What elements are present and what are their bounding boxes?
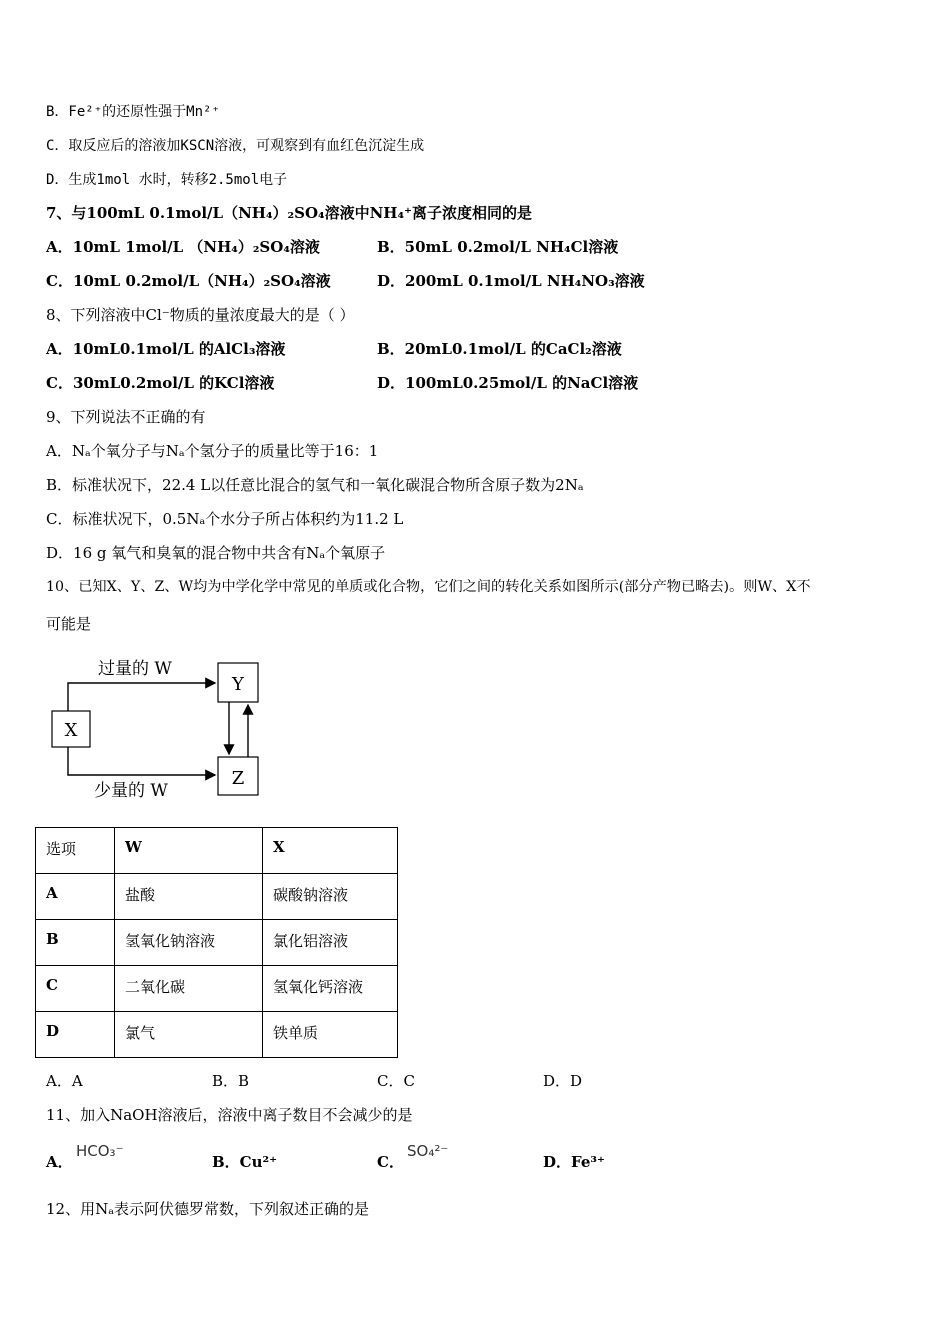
q9-option-a: A．Nₐ个氧分子与Nₐ个氢分子的质量比等于16：1 [46,442,379,460]
q7-option-b: B．50mL 0.2mol/L NH₄Cl溶液 [377,238,619,256]
q10-stem-line1: 10、已知X、Y、Z、W均为中学化学中常见的单质或化合物，它们之间的转化关系如图所示(部分产物已略去)。则W、X不 [46,579,811,595]
table-cell: 盐酸 [115,874,263,920]
node-y-label: Y [232,674,244,695]
q11-option-a-label: A． [46,1153,73,1171]
table-cell: B [36,920,115,966]
table-cell: 氢氧化钠溶液 [115,920,263,966]
table-header-row [36,828,398,874]
q10-option-d: D．D [543,1072,583,1090]
q9-option-d: D．16 g 氧气和臭氧的混合物中共含有Nₐ个氧原子 [46,544,386,562]
q6-option-b: B．Fe²⁺的还原性强于Mn²⁺ [46,104,220,120]
q8-option-d: D．100mL0.25mol/L 的NaCl溶液 [377,374,639,392]
q9-stem: 9、下列说法不正确的有 [46,408,206,426]
table-cell: 氯气 [115,1012,263,1058]
bottom-arrow-label: 少量的 W [94,781,168,801]
q10-option-b: B．B [212,1072,250,1090]
table-cell: 二氧化碳 [115,966,263,1012]
q9-option-c: C．标准状况下，0.5Nₐ个水分子所占体积约为11.2 L [46,510,404,528]
q7-option-c: C．10mL 0.2mol/L（NH₄）₂SO₄溶液 [46,272,331,290]
q11-option-b: B．Cu²⁺ [212,1153,278,1171]
conversion-diagram [46,650,276,810]
table-cell: C [36,966,115,1012]
q8-option-b: B．20mL0.1mol/L 的CaCl₂溶液 [377,340,622,358]
header-cell: 选项 [36,828,115,874]
q10-option-c: C．C [377,1072,415,1090]
table-row [36,966,398,1012]
q11-option-d: D．Fe³⁺ [543,1153,605,1171]
q8-option-c: C．30mL0.2mol/L 的KCl溶液 [46,374,275,392]
q6-option-c: C．取反应后的溶液加KSCN溶液，可观察到有血红色沉淀生成 [46,138,425,154]
node-z-label: Z [231,768,245,789]
node-x-label: X [64,720,78,741]
arrow-x-to-y [68,683,215,711]
q7-stem: 7、与100mL 0.1mol/L（NH₄）₂SO₄溶液中NH₄⁺离子浓度相同的是 [46,204,532,222]
q10-options-table [35,827,398,1058]
q11-stem: 11、加入NaOH溶液后，溶液中离子数目不会减少的是 [46,1106,413,1124]
top-arrow-label: 过量的 W [98,659,172,679]
arrow-x-to-z [68,747,215,775]
q11-option-a-ion: HCO₃⁻ [76,1142,124,1160]
q8-stem: 8、下列溶液中Cl⁻物质的量浓度最大的是（ ） [46,306,355,324]
q10-stem-line2: 可能是 [46,615,92,633]
table-row [36,1012,398,1058]
q12-stem: 12、用Nₐ表示阿伏德罗常数，下列叙述正确的是 [46,1200,370,1218]
q8-option-a: A．10mL0.1mol/L 的AlCl₃溶液 [46,340,286,358]
table-row [36,874,398,920]
q6-option-d: D．生成1mol 水时，转移2.5mol电子 [46,172,288,188]
table-cell: 碳酸钠溶液 [263,874,398,920]
table-cell: 氯化铝溶液 [263,920,398,966]
table-cell: A [36,874,115,920]
table-cell: D [36,1012,115,1058]
table-cell: 氢氧化钙溶液 [263,966,398,1012]
table-cell: 铁单质 [263,1012,398,1058]
table-row [36,920,398,966]
q9-option-b: B．标准状况下，22.4 L以任意比混合的氢气和一氧化碳混合物所含原子数为2Nₐ [46,476,584,494]
q7-option-d: D．200mL 0.1mol/L NH₄NO₃溶液 [377,272,645,290]
header-cell: W [115,828,263,874]
q11-option-c-label: C． [377,1153,404,1171]
q11-option-c-ion: SO₄²⁻ [407,1142,449,1160]
header-cell: X [263,828,398,874]
q10-option-a: A．A [46,1072,83,1090]
q7-option-a: A．10mL 1mol/L （NH₄）₂SO₄溶液 [46,238,320,256]
